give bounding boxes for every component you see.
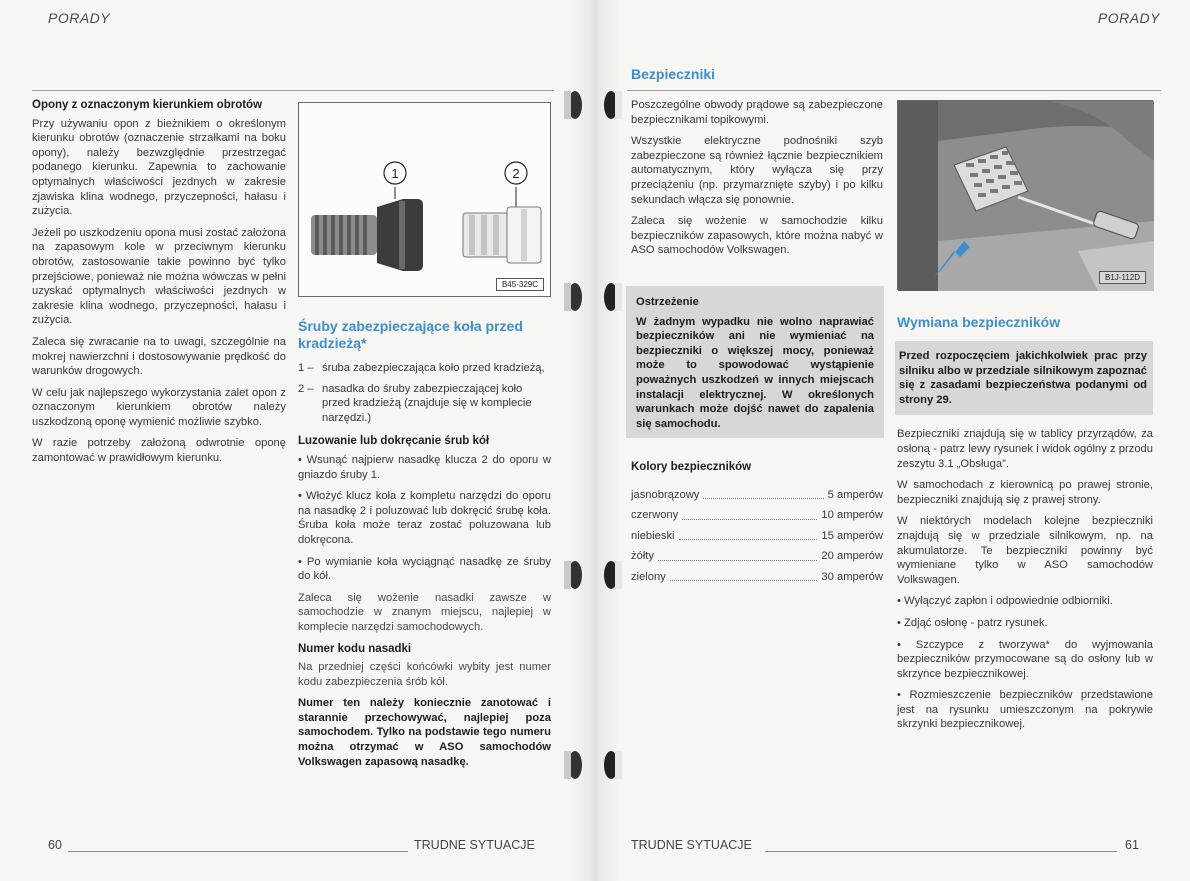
paragraph: Zaleca się wożenie w samochodzie kilku bezpieczników zapasowych, które można nabyć w ASO samochodów Volkswagen. (631, 215, 883, 257)
adapter-nut (463, 207, 541, 263)
thumb-index-mark (564, 280, 586, 314)
notice-box: Przed rozpoczęciem jakichkolwiek prac przy silniku albo w przedziale silnikowym zapoznać się z zasadami bezpieczeństwa podanymi od strony 29. (895, 341, 1153, 415)
wheel-bolt-illustration (299, 103, 552, 298)
callout-1-label: 1 (391, 166, 399, 181)
warning-box (626, 286, 884, 438)
important-note: Numer ten należy koniecznie zanotować i starannie przechowywać, najlepiej poza samochodem. Tylko na podstawie tego numeru można otrzymać w ASO samochodów Volkswagen zapasową nasadkę. (298, 697, 551, 768)
paragraph: Jeżeli po uszkodzeniu opona musi zostać założona na zapasowym kole w przeciwnym kierunku obrotów, zastosowanie takie powinno być tylko przejściowe, ponieważ nie można wówczas w pełni uzyskać optymalnych właściwości jezdnych w zakresie klina wodnego, przyczepności, hałasu i zużycia. (32, 226, 286, 327)
fuse-colors-section (631, 460, 883, 587)
figure-code: B45-329C (496, 278, 544, 291)
bullet-text: Włożyć klucz koła z kompletu narzędzi do oporu na nasadkę 2 i poluzować lub dokręcić śrubę koła. Śruba koła może teraz zostać poluzowana lub dokręcona. (298, 490, 552, 546)
footer-rule (765, 851, 1117, 852)
fuse-color-row (631, 567, 883, 588)
subheading: Kolory bezpieczników (631, 461, 752, 473)
header-rule (32, 90, 554, 91)
bullet-text: Rozmieszczenie bezpieczników przedstawione jest na rysunku umieszczonym na pokrywie skrzynki bezpiecznikowej. (897, 689, 1153, 731)
bullet-item: • Szczypce z tworzywa* do wyjmowania bezpieczników przymocowane są do osłony lub w skrzynce bezpiecznikowej. (897, 638, 1153, 680)
item-number: 2 – (298, 382, 314, 395)
paragraph: W samochodach z kierownicą po prawej stronie, bezpieczniki znajdują się z prawej strony. (897, 479, 1153, 506)
left-column-1 (32, 98, 286, 473)
right-column-1 (631, 98, 883, 265)
section-title: Bezpieczniki (631, 66, 716, 82)
paragraph: W celu jak najlepszego wykorzystania zalet opon z oznaczonym kierunkiem obrotów należy uszkodzoną oponę wymienić możliwie szybko. (32, 386, 286, 428)
fuse-color: żółty (631, 550, 655, 563)
fuse-rating: 5 amperów (827, 488, 883, 501)
bullet-item: • Rozmieszczenie bezpieczników przedstawione jest na rysunku umieszczonym na pokrywie skrzynki bezpiecznikowej. (897, 689, 1153, 731)
footer-section: TRUDNE SYTUACJE (414, 838, 535, 852)
thumb-index-mark (564, 748, 586, 782)
bullet-text: Szczypce z tworzywa* do wyjmowania bezpieczników przymocowane są do osłony lub w skrzynce bezpiecznikowej. (897, 638, 1153, 680)
page-number: 61 (1125, 838, 1139, 852)
paragraph: Wszystkie elektryczne podnośniki szyb zabezpieczone są również łącznie bezpiecznikiem automatycznym, który wyłącza się przy przeciążeniu (np. przymarznięte szyby) i po kilku sekundach włącza się ponownie. (631, 135, 883, 206)
page-number: 60 (48, 838, 62, 852)
bullet-item: • Wyłączyć zapłon i odpowiednie odbiorniki. (897, 595, 1113, 608)
numbered-item (298, 361, 551, 376)
footer-rule (68, 851, 408, 852)
running-head: PORADY (48, 10, 111, 26)
paragraph: Zaleca się wożenie nasadki zawsze w samochodzie w znanym miejscu, najlepiej w komplecie narzędzi samochodowych. (298, 591, 551, 633)
fuse-color: czerwony (631, 509, 679, 522)
running-head: PORADY (1097, 10, 1160, 26)
item-text: nasadka do śruby zabezpieczającej koło przed kradzieżą (znajduje się w komplecie narzędzi.) (322, 382, 532, 424)
fuse-color-row (631, 485, 883, 506)
fuse-rating: 30 amperów (821, 570, 883, 583)
figure-code: B1J-112D (1099, 271, 1146, 284)
section-title: Wymiana bezpieczników (897, 314, 1061, 330)
fuse-color-row (631, 526, 883, 547)
bullet-item: • Zdjąć osłonę - patrz rysunek. (897, 616, 1048, 629)
fuse-rating: 10 amperów (821, 509, 883, 522)
bullet-text: Wyłączyć zapłon i odpowiednie odbiorniki. (904, 595, 1113, 608)
footer-section: TRUDNE SYTUACJE (631, 838, 752, 852)
fuse-box-illustration (898, 101, 1154, 291)
item-text: śruba zabezpieczająca koło przed kradzieżą, (322, 362, 545, 374)
bullet-text: Po wymianie koła wyciągnąć nasadkę ze śruby do kół. (298, 555, 551, 583)
header-rule (627, 90, 1161, 91)
thumb-index-mark (564, 558, 586, 592)
bullet-item: • Włożyć klucz koła z kompletu narzędzi do oporu na nasadkę 2 i poluzować lub dokręcić śrubę koła. Śruba koła może teraz zostać poluzowana lub dokręcona. (298, 490, 552, 546)
warning-title: Ostrzeżenie (636, 296, 699, 308)
fuse-color: niebieski (631, 529, 675, 542)
fuse-color-row (631, 505, 883, 526)
section-heading: Opony z oznaczonym kierunkiem obrotów (32, 99, 263, 111)
thumb-index-mark (600, 88, 622, 122)
fuse-rating: 15 amperów (821, 529, 883, 542)
paragraph: Przy używaniu opon z bieżnikiem o określonym kierunku obrotów (oznaczenie strzałkami na boku opony), należy bezwzględnie przestrzegać podanego kierunku. Zapewnia to zachowanie optymalnych właściwości jezdnych w zakresie zjawiska klina wodnego, przyczepności, hałasu i zużycia. (32, 117, 286, 218)
callout-2-label: 2 (512, 166, 520, 181)
fuse-color: zielony (631, 570, 666, 583)
thumb-index-mark (600, 748, 622, 782)
paragraph: W niektórych modelach kolejne bezpieczniki znajdują się w przedziale silnikowym, np. na akumulatorze. Te bezpieczniki powinny być wymieniane tylko w ASO samochodów Volkswagen. (897, 515, 1153, 586)
wheel-bolt-figure (298, 102, 551, 297)
bolt-thread (311, 215, 377, 255)
bullet-text: Zdjąć osłonę - patrz rysunek. (904, 616, 1048, 629)
paragraph: W razie potrzeby założoną odwrotnie oponę zamontować w prawidłowym kierunku. (32, 437, 286, 465)
paragraph: Na przedniej części końcówki wybity jest numer kodu zabezpieczenia śrób kół. (298, 661, 551, 688)
fuse-box-figure (897, 100, 1153, 290)
subheading: Numer kodu nasadki (298, 642, 412, 655)
warning-text: W żadnym wypadku nie wolno naprawiać bezpieczników ani nie wymieniać na bezpieczniki o większej mocy, ponieważ może to spowodować wystąpienie poważnych uszkodzeń w innych miejscach instalacji elektrycznej. W określonych warunkach może dojść nawet do zapalenia się samochodu. (636, 315, 874, 430)
left-column-2 (298, 318, 551, 769)
thumb-index-mark (564, 88, 586, 122)
paragraph: Poszczególne obwody prądowe są zabezpieczone bezpiecznikami topikowymi. (631, 99, 883, 126)
subheading: Luzowanie lub dokręcanie śrub kół (298, 435, 490, 448)
bullet-item: • Wsunąć najpierw nasadkę klucza 2 do oporu w gniazdo śruby 1. (298, 453, 551, 481)
thumb-index-mark (600, 558, 622, 592)
section-title: Śruby zabezpieczające koła przed kradzieżą* (298, 318, 523, 351)
fuse-color-row (631, 546, 883, 567)
item-number: 1 – (298, 362, 314, 374)
fuse-rating: 20 amperów (821, 550, 883, 563)
right-page (595, 0, 1190, 881)
bullet-item: • Po wymianie koła wyciągnąć nasadkę ze śruby do kół. (298, 555, 551, 583)
thumb-index-mark (600, 280, 622, 314)
right-column-2 (897, 314, 1153, 739)
fuse-color: jasnobrązowy (631, 488, 700, 501)
numbered-item (298, 382, 551, 426)
paragraph: Zaleca się zwracanie na to uwagi, szczególnie na mokrej nawierzchni i dostosowywanie prędkość do warunków drogowych. (32, 335, 286, 378)
paragraph: Bezpieczniki znajdują się w tablicy przyrządów, za osłoną - patrz lewy rysunek i widok ogólny z przodu zeszytu 3.1 „Obsługa”. (897, 428, 1153, 470)
bullet-text: Wsunąć najpierw nasadkę klucza 2 do oporu w gniazdo śruby 1. (298, 453, 551, 481)
